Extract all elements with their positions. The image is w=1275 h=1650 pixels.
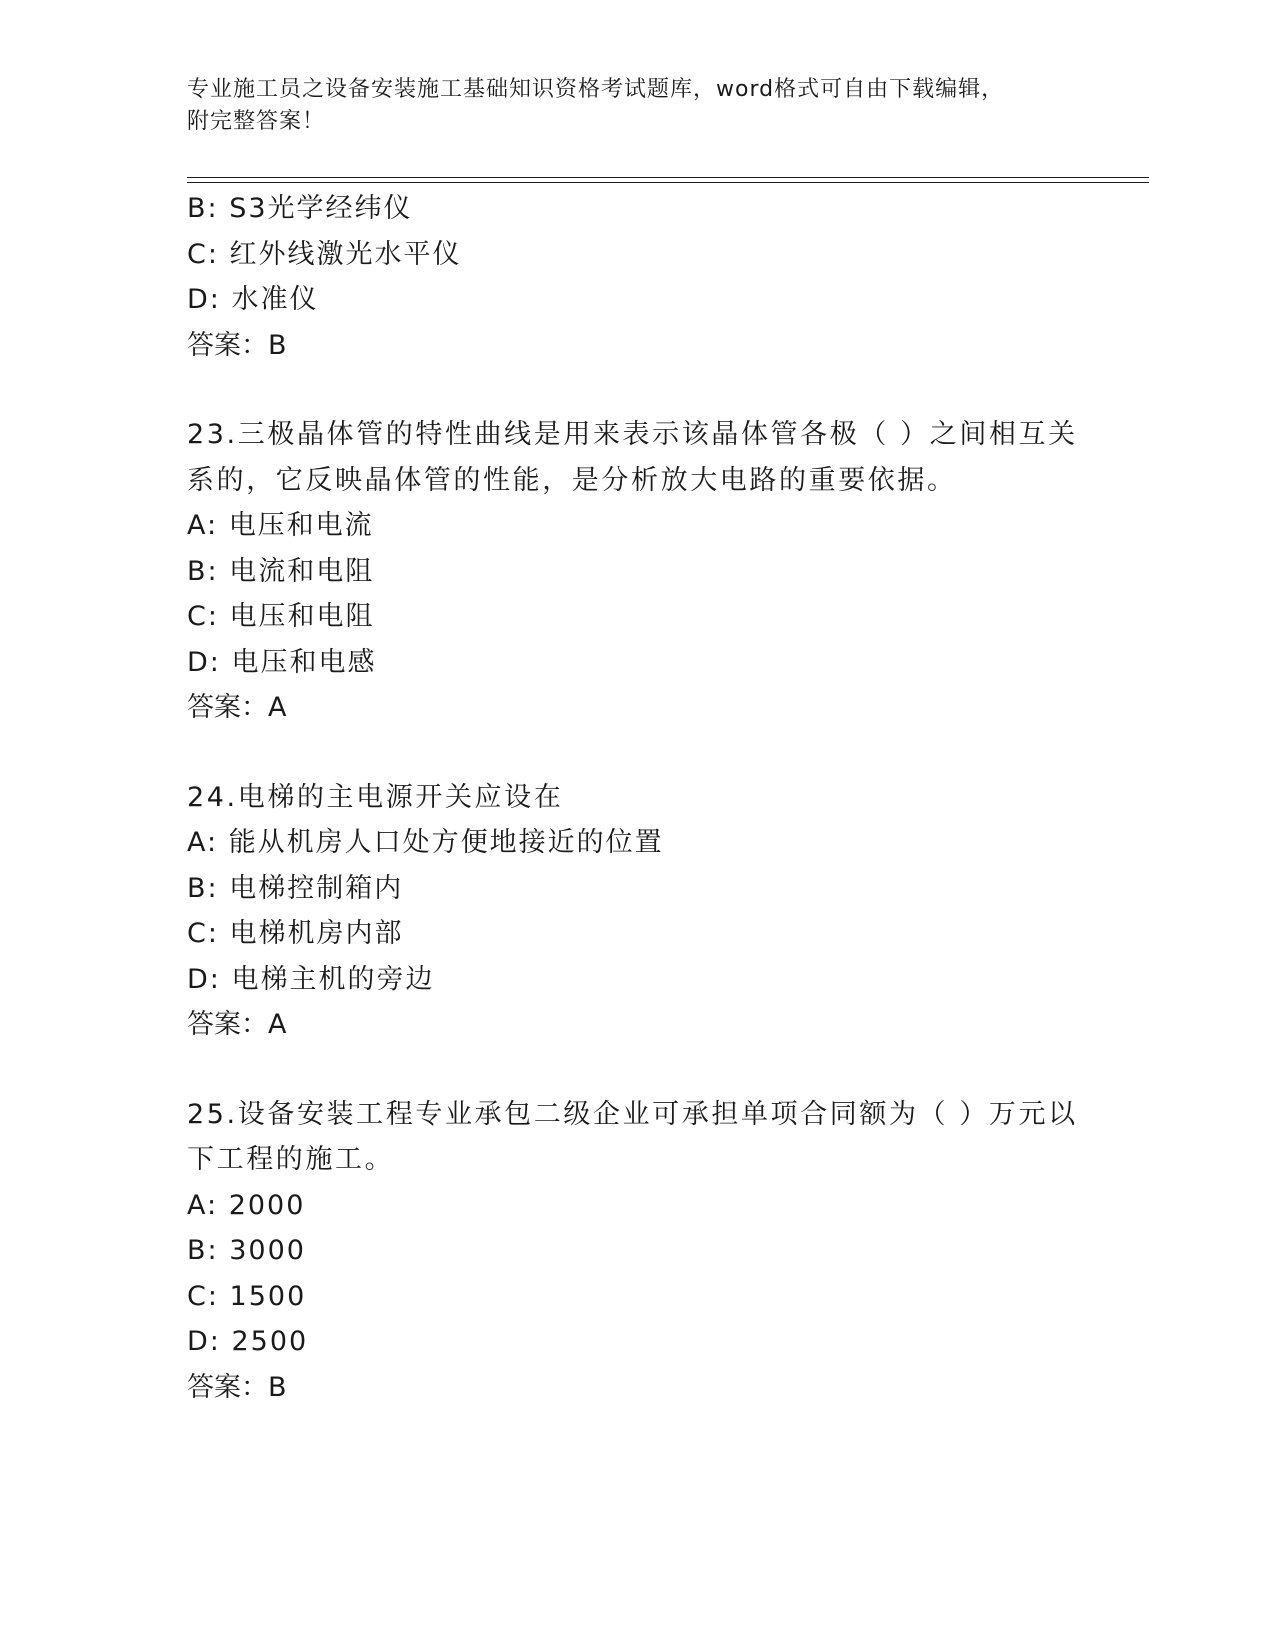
option-d: [187, 640, 1087, 686]
option-text: S3光学经纬仪: [229, 193, 413, 224]
option-c: [187, 594, 1087, 640]
question-stem: 23.三极晶体管的特性曲线是用来表示该晶体管各极（ ）之间相互关系的，它反映晶体管的性能，是分析放大电路的重要依据。: [187, 419, 1078, 496]
option-c: [187, 232, 1087, 278]
spacer: [187, 1048, 1087, 1092]
option-label: A:: [187, 510, 219, 541]
option-text: 1500: [229, 1280, 307, 1312]
header-divider-bottom: [187, 182, 1149, 183]
option-label: C:: [187, 918, 219, 949]
option-text: 2500: [231, 1326, 309, 1357]
option-label: D:: [187, 963, 221, 995]
option-a: [187, 503, 1087, 549]
option-text: 能从机房人口处方便地接近的位置: [228, 827, 664, 858]
option-text: 电压和电流: [228, 510, 374, 541]
question-stem: 24.电梯的主电源开关应设在: [187, 781, 564, 813]
question-block-23: [187, 412, 1087, 731]
document-header: [187, 74, 1067, 138]
question-block-24: [187, 775, 1087, 1048]
option-c: [187, 1274, 1087, 1320]
option-text: 3000: [229, 1235, 306, 1266]
header-line-1: 专业施工员之设备安装施工基础知识资格考试题库，word格式可自由下载编辑，: [187, 77, 1005, 102]
option-text: 电梯机房内部: [229, 918, 404, 949]
header-line-2: 附完整答案！: [187, 109, 326, 134]
option-label: C:: [187, 1280, 219, 1312]
option-text: 水准仪: [231, 284, 319, 315]
option-label: D:: [187, 646, 221, 678]
header-divider-top: [187, 177, 1149, 178]
option-c: [187, 911, 1087, 957]
option-label: A:: [187, 1189, 219, 1221]
question-stem: 25.设备安装工程专业承包二级企业可承担单项合同额为（ ）万元以下工程的施工。: [187, 1098, 1078, 1175]
option-text: 2000: [228, 1189, 306, 1221]
option-d: [187, 277, 1087, 323]
option-label: B:: [187, 193, 219, 224]
option-label: D:: [187, 284, 221, 315]
option-label: C:: [187, 601, 219, 632]
option-label: B:: [187, 872, 219, 904]
option-a: [187, 1183, 1087, 1229]
option-text: 电梯控制箱内: [229, 872, 404, 904]
option-a: [187, 820, 1087, 866]
option-label: D:: [187, 1326, 221, 1357]
option-text: 电梯主机的旁边: [231, 963, 435, 995]
question-block-25: [187, 1092, 1087, 1411]
option-label: B:: [187, 555, 219, 587]
question-block-partial: [187, 186, 1087, 368]
question-list: [187, 186, 1087, 1410]
option-b: [187, 186, 1087, 232]
option-label: C:: [187, 238, 219, 270]
option-label: A:: [187, 827, 219, 858]
spacer: [187, 731, 1087, 775]
option-b: [187, 866, 1087, 912]
answer-line: 答案：B: [187, 329, 287, 361]
answer-line: 答案：A: [187, 692, 287, 723]
option-d: [187, 957, 1087, 1003]
option-text: 电压和电感: [231, 646, 377, 678]
option-b: [187, 549, 1087, 595]
option-text: 红外线激光水平仪: [229, 238, 462, 270]
option-b: [187, 1228, 1087, 1274]
spacer: [187, 368, 1087, 412]
answer-line: 答案：A: [187, 1009, 287, 1040]
option-label: B:: [187, 1235, 219, 1266]
option-text: 电压和电阻: [229, 601, 375, 632]
answer-line: 答案：B: [187, 1371, 287, 1403]
option-text: 电流和电阻: [229, 555, 375, 587]
option-d: [187, 1319, 1087, 1365]
